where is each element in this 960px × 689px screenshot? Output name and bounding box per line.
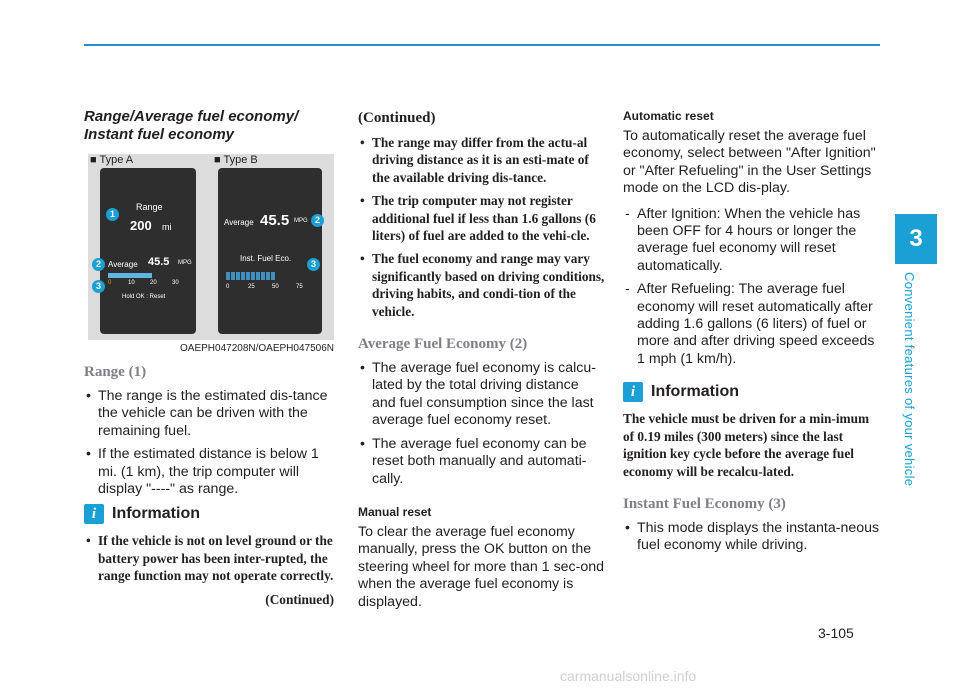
list-item: • If the estimated distance is below 1 mi. (1 km), the trip computer will display "----" as range. [84,446,334,498]
marker-3: 3 [92,280,105,293]
column-2 [358,108,606,619]
list-item: • The average fuel economy is calcu-lated by the total driving distance and fuel consumption since the last average fuel economy reset. [358,360,606,430]
average-list [358,360,606,488]
dashboard-figure [84,154,334,354]
continued-label: (Continued) [265,591,334,607]
column-3 [623,108,880,561]
range-unit: mi [162,222,172,232]
figure-caption: OAEPH047208N/OAEPH047506N [180,343,334,354]
average-label: Average [108,260,138,269]
range-list [84,388,334,498]
marker-2: 2 [92,258,105,271]
range-heading: Range (1) [84,364,147,380]
info-list [84,532,334,584]
info-icon: i [84,504,104,524]
auto-reset-text: To automatically reset the average fuel economy, select between "After Ignition" or "After Refueling" in the User Settings mode on the LCD dis-play. [623,128,876,197]
marker-3-b: 3 [307,258,320,271]
chapter-number: 3 [909,225,923,252]
marker-1: 1 [106,208,119,221]
list-item: • The range is the estimated dis-tance the vehicle can be driven with the remaining fuel. [84,388,334,440]
range-label: Range [136,202,163,212]
type-b-label: ■ Type B [214,154,258,166]
list-item: • If the vehicle is not on level ground or the battery power has been inter-rupted, the range function may not operate correctly. [84,532,334,584]
average-unit: MPG [178,260,192,266]
instant-label: Inst. Fuel Eco. [240,254,292,263]
cluster-panel-b [218,168,322,334]
average-label-b: Average [224,218,254,227]
manual-reset-text: To clear the average fuel economy manually, press the OK button on the steering wheel for more than 1 sec-ond when the average fuel economy is displayed. [358,523,605,610]
average-gauge-fill [108,273,152,278]
type-a-label: ■ Type A [90,154,134,166]
scale-b-75: 75 [296,284,303,290]
list-item: • This mode displays the instanta-neous fuel economy while driving. [623,520,880,555]
scale-b-25: 25 [248,284,255,290]
list-item: - After Refueling: The average fuel economy will reset automatically after adding 1.6 gallons (6 liters) of fuel or more and after driving speed exceeds 1 mph (1 km/h). [623,281,880,368]
chapter-title: Convenient features of your vehicle [902,272,917,487]
scale-tick-10: 10 [128,280,135,286]
scale-tick-20: 20 [150,280,157,286]
instant-list [623,520,880,555]
auto-reset-heading: Automatic reset [623,109,714,123]
list-item: • The fuel economy and range may vary significantly based on driving conditions, driving habits, and condi-tion of the vehicle. [358,250,606,320]
list-item: • The range may differ from the actu-al driving distance as it is an esti-mate of the available driving dis-tance. [358,134,606,186]
list-item: • The trip computer may not register additional fuel if less than 1.6 gallons (6 liters) of fuel are added to the vehi-cle. [358,192,606,244]
reset-options-list [623,206,880,369]
manual-reset-heading: Manual reset [358,504,432,519]
info-box-header [623,382,880,402]
average-unit-b: MPG [294,218,308,224]
continued-list [358,134,606,320]
instant-segment-bar [226,272,275,280]
watermark: carmanualsonline.info [560,668,697,684]
info-box-header [84,504,334,524]
info-text: The vehicle must be driven for a min-imum of 0.19 miles (300 meters) since the last ignition key cycle before the average fuel economy will be recalcu-lated. [623,411,870,479]
average-value-b: 45.5 [260,212,290,229]
scale-tick-30: 30 [172,280,179,286]
continued-heading: (Continued) [358,110,436,126]
header-rule [84,44,880,46]
scale-b-50: 50 [272,284,279,290]
list-item: • The average fuel economy can be reset both manually and automati-cally. [358,436,606,488]
info-icon: i [623,382,643,402]
chapter-tab [895,214,937,264]
section-title: Range/Average fuel economy/ Instant fuel economy [84,108,299,143]
hold-reset-text: Hold OK : Reset [122,294,166,300]
marker-2-b: 2 [311,214,324,227]
average-heading: Average Fuel Economy (2) [358,336,528,353]
average-value: 45.5 [148,256,170,268]
instant-heading: Instant Fuel Economy (3) [623,495,786,512]
list-item: - After Ignition: When the vehicle has been OFF for 4 hours or longer the average fuel economy will reset automatically. [623,206,880,276]
page-number: 3-105 [818,625,854,641]
column-1 [84,108,334,608]
scale-tick-0: 0 [108,280,112,286]
info-title: Information [651,383,739,401]
cluster-panel-a [100,168,196,334]
range-value: 200 [130,218,152,233]
scale-b-0: 0 [226,284,230,290]
info-title: Information [112,505,200,523]
